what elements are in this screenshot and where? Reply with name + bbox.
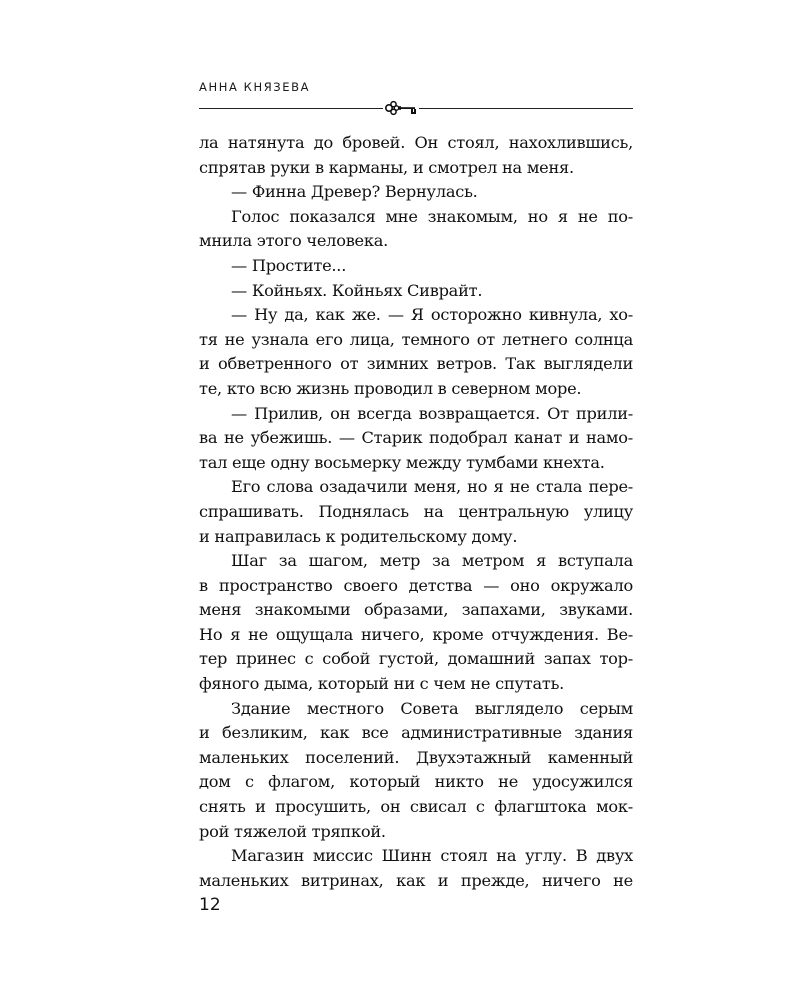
text-line: ва не убежишь. — Старик подобрал канат и намо- [199, 428, 633, 448]
key-icon [383, 98, 419, 118]
text-line: в пространство своего детства — оно окружало [199, 575, 633, 595]
text-line: и направилась к родительскому дому. [199, 526, 518, 546]
text-line: фяного дыма, который ни с чем не спутать. [199, 674, 565, 694]
text-line: спрашивать. Поднялась на центральную улицу [199, 501, 633, 521]
text-line: тал еще одну восьмерку между тумбами кнехта. [199, 452, 605, 472]
text-line: спрятав руки в карманы, и смотрел на меня. [199, 157, 574, 177]
text-line: — Прилив, он всегда возвращается. От прили- [231, 403, 633, 423]
text-line: Шаг за шагом, метр за метром я вступала [231, 551, 633, 571]
text-line: рой тяжелой тряпкой. [199, 821, 386, 841]
text-line: маленьких витринах, как и прежде, ничего не [199, 870, 633, 890]
text-line: ла натянута до бровей. Он стоял, нахохлившись, [199, 133, 633, 152]
body-text [199, 131, 633, 893]
text-line: и безликим, как все административные здания [199, 723, 633, 743]
text-line: Его слова озадачили меня, но я не стала пере- [231, 477, 633, 497]
text-line: снять и просушить, он свисал с флагштока мок- [199, 797, 633, 817]
text-line: меня знакомыми образами, запахами, звуками. [199, 600, 633, 620]
text-line: — Койньях. Койньях Сиврайт. [231, 280, 483, 300]
text-line: — Простите... [231, 255, 347, 275]
text-line: Здание местного Совета выглядело серым [231, 698, 633, 718]
text-line: Голос показался мне знакомым, но я не по- [231, 206, 633, 226]
text-line: — Ну да, как же. — Я осторожно кивнула, хо- [231, 305, 633, 325]
text-line: маленьких поселений. Двухэтажный каменный [199, 747, 633, 767]
text-line: тя не узнала его лица, темного от летнего солнца [199, 329, 633, 349]
text-line: Но я не ощущала ничего, кроме отчуждения. Ве- [199, 624, 633, 644]
text-line: дом с флагом, который никто не удосужился [199, 772, 633, 792]
text-line: тер принес с собой густой, домашний запах тор- [199, 649, 633, 669]
text-line: и обветренного от зимних ветров. Так выглядели [199, 354, 633, 374]
page-number: 12 [199, 895, 221, 915]
text-line: мнила этого человека. [199, 231, 389, 251]
text-line: те, кто всю жизнь проводил в северном море. [199, 378, 582, 398]
text-line: Магазин миссис Шинн стоял на углу. В двух [231, 846, 633, 866]
running-head-author: АННА КНЯЗЕВА [199, 80, 311, 94]
text-line: — Финна Древер? Вернулась. [231, 182, 478, 202]
